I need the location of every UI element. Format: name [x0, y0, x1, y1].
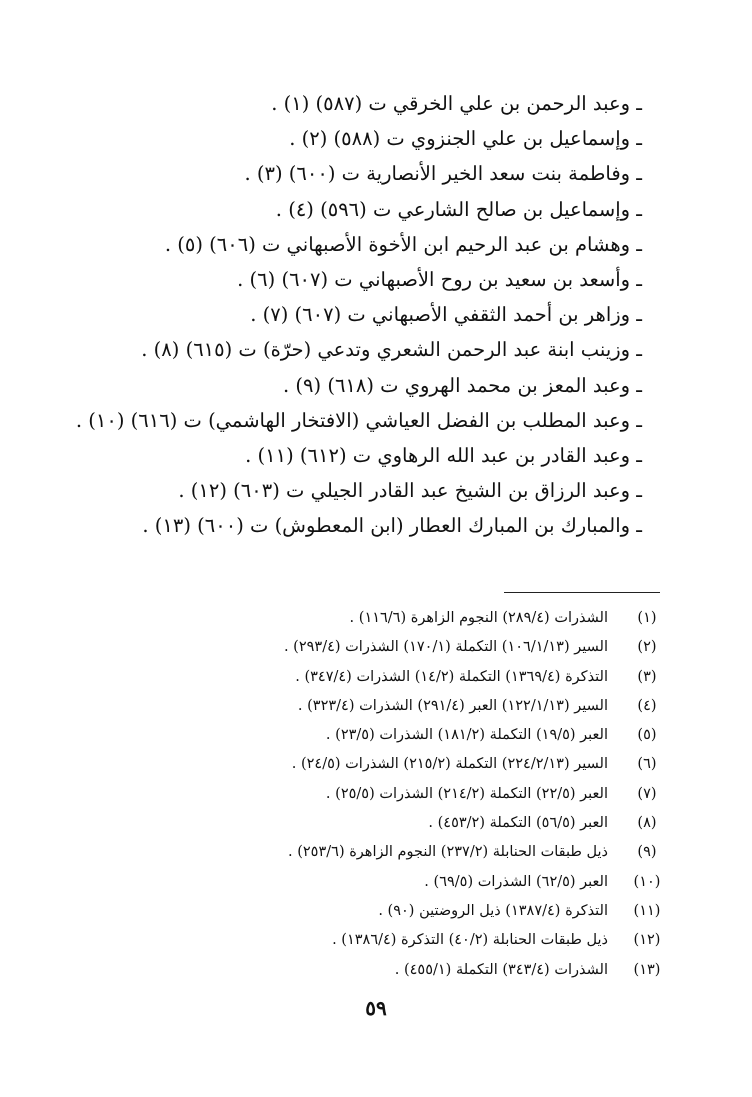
narrator-line: ـ وعبد القادر بن عبد الله الرهاوي ت (٦١٢) (١١) .	[245, 443, 642, 467]
footnote	[112, 809, 672, 838]
footnote-number: (٥)	[637, 727, 657, 744]
narrator-line: ـ وعبد المطلب بن الفضل العياشي (الافتخار الهاشمي) ت (٦١٦) (١٠) .	[75, 408, 642, 432]
footnote-text: ذيل طبقات الحنابلة (٤٠/٢) التذكرة (١٣٨٦/٤) .	[332, 932, 608, 949]
footnote-number: (٢)	[637, 639, 657, 656]
footnote	[112, 868, 672, 897]
footnote-text: العبر (٢٢/٥) التكملة (٢١٤/٢) الشذرات (٢٥/٥) .	[325, 785, 608, 802]
footnote-number: (٨)	[637, 815, 657, 832]
footnote	[112, 721, 672, 750]
footnote-text: العبر (٥٦/٥) التكملة (٤٥٣/٢) .	[428, 815, 608, 832]
footnote-number: (٦)	[637, 756, 657, 773]
narrator-line: ـ وأسعد بن سعيد بن روح الأصبهاني ت (٦٠٧) (٦) .	[237, 267, 642, 291]
footnote-number: (١)	[637, 610, 657, 626]
footnote-text: الشذرات (٣٤٣/٤) التكملة (٤٥٥/١) .	[394, 961, 608, 978]
footnote-number: (١٠)	[633, 873, 661, 890]
page-number: ٥٩	[365, 996, 387, 1020]
footnote-text: العبر (٦٢/٥) الشذرات (٦٩/٥) .	[424, 873, 608, 890]
narrators-list	[75, 86, 642, 543]
footnote-number: (١٣)	[633, 961, 661, 978]
narrator-line: ـ وزاهر بن أحمد الثقفي الأصبهاني ت (٦٠٧) (٧) .	[250, 303, 642, 327]
footnote	[112, 663, 672, 692]
footnote	[112, 692, 672, 721]
footnote	[112, 897, 672, 926]
footnote	[112, 926, 672, 955]
narrator-line: ـ وإسماعيل بن صالح الشارعي ت (٥٩٦) (٤) .	[275, 197, 642, 221]
narrator-line: ـ وعبد المعز بن محمد الهروي ت (٦١٨) (٩) .	[283, 373, 642, 397]
narrator-line: ـ وهشام بن عبد الرحيم ابن الأخوة الأصبهاني ت (٦٠٦) (٥) .	[164, 232, 642, 256]
footnote-number: (٤)	[637, 697, 657, 714]
footnotes-list	[112, 604, 672, 985]
footnote-number: (٧)	[637, 785, 657, 802]
footnote	[112, 633, 672, 662]
narrator-line: ـ وإسماعيل بن علي الجنزوي ت (٥٨٨) (٢) .	[289, 127, 642, 151]
footnote	[112, 838, 672, 867]
footnote-text: السير (١٢٢/١/١٣) العبر (٢٩١/٤) الشذرات (٣٢٣/٤) .	[297, 697, 608, 714]
footnote-number: (٩)	[637, 844, 657, 861]
footnote-text: الشذرات (٢٨٩/٤) النجوم الزاهرة (١١٦/٦) .	[349, 610, 608, 626]
footnote	[112, 604, 672, 633]
narrator-line: ـ وعبد الرحمن بن علي الخرقي ت (٥٨٧) (١) .	[271, 92, 642, 115]
footnote-text: التذكرة (١٣٨٧/٤) ذيل الروضتين (٩٠) .	[378, 902, 608, 919]
footnote-text: التذكرة (١٣٦٩/٤) التكملة (١٤/٢) الشذرات (٣٤٧/٤) .	[295, 668, 608, 685]
footnote-text: ذيل طبقات الحنابلة (٢٣٧/٢) النجوم الزاهرة (٢٥٣/٦) .	[288, 844, 608, 861]
narrator-line: ـ وزينب ابنة عبد الرحمن الشعري وتدعي (حرّة) ت (٦١٥) (٨) .	[141, 338, 642, 362]
footnote	[112, 750, 672, 779]
footnote-text: السير (١٠٦/١/١٣) التكملة (١٧٠/١) الشذرات (٢٩٣/٤) .	[283, 639, 608, 656]
narrator-line: ـ وفاطمة بنت سعد الخير الأنصارية ت (٦٠٠) (٣) .	[244, 162, 642, 186]
narrator-line: ـ والمبارك بن المبارك العطار (ابن المعطوش) ت (٦٠٠) (١٣) .	[142, 514, 642, 538]
footnote-number: (٣)	[637, 668, 657, 685]
footnote-text: السير (٢٢٤/٢/١٣) التكملة (٢١٥/٢) الشذرات (٢٤/٥) .	[291, 756, 608, 773]
footnote-separator	[504, 592, 660, 593]
footnote-number: (١١)	[633, 902, 661, 919]
footnote-number: (١٢)	[633, 932, 661, 949]
narrator-line: ـ وعبد الرزاق بن الشيخ عبد القادر الجيلي ت (٦٠٣) (١٢) .	[178, 479, 642, 503]
footnote	[112, 956, 672, 985]
footnote	[112, 780, 672, 809]
footnote-text: العبر (١٩/٥) التكملة (١٨١/٢) الشذرات (٢٣/٥) .	[325, 727, 608, 744]
